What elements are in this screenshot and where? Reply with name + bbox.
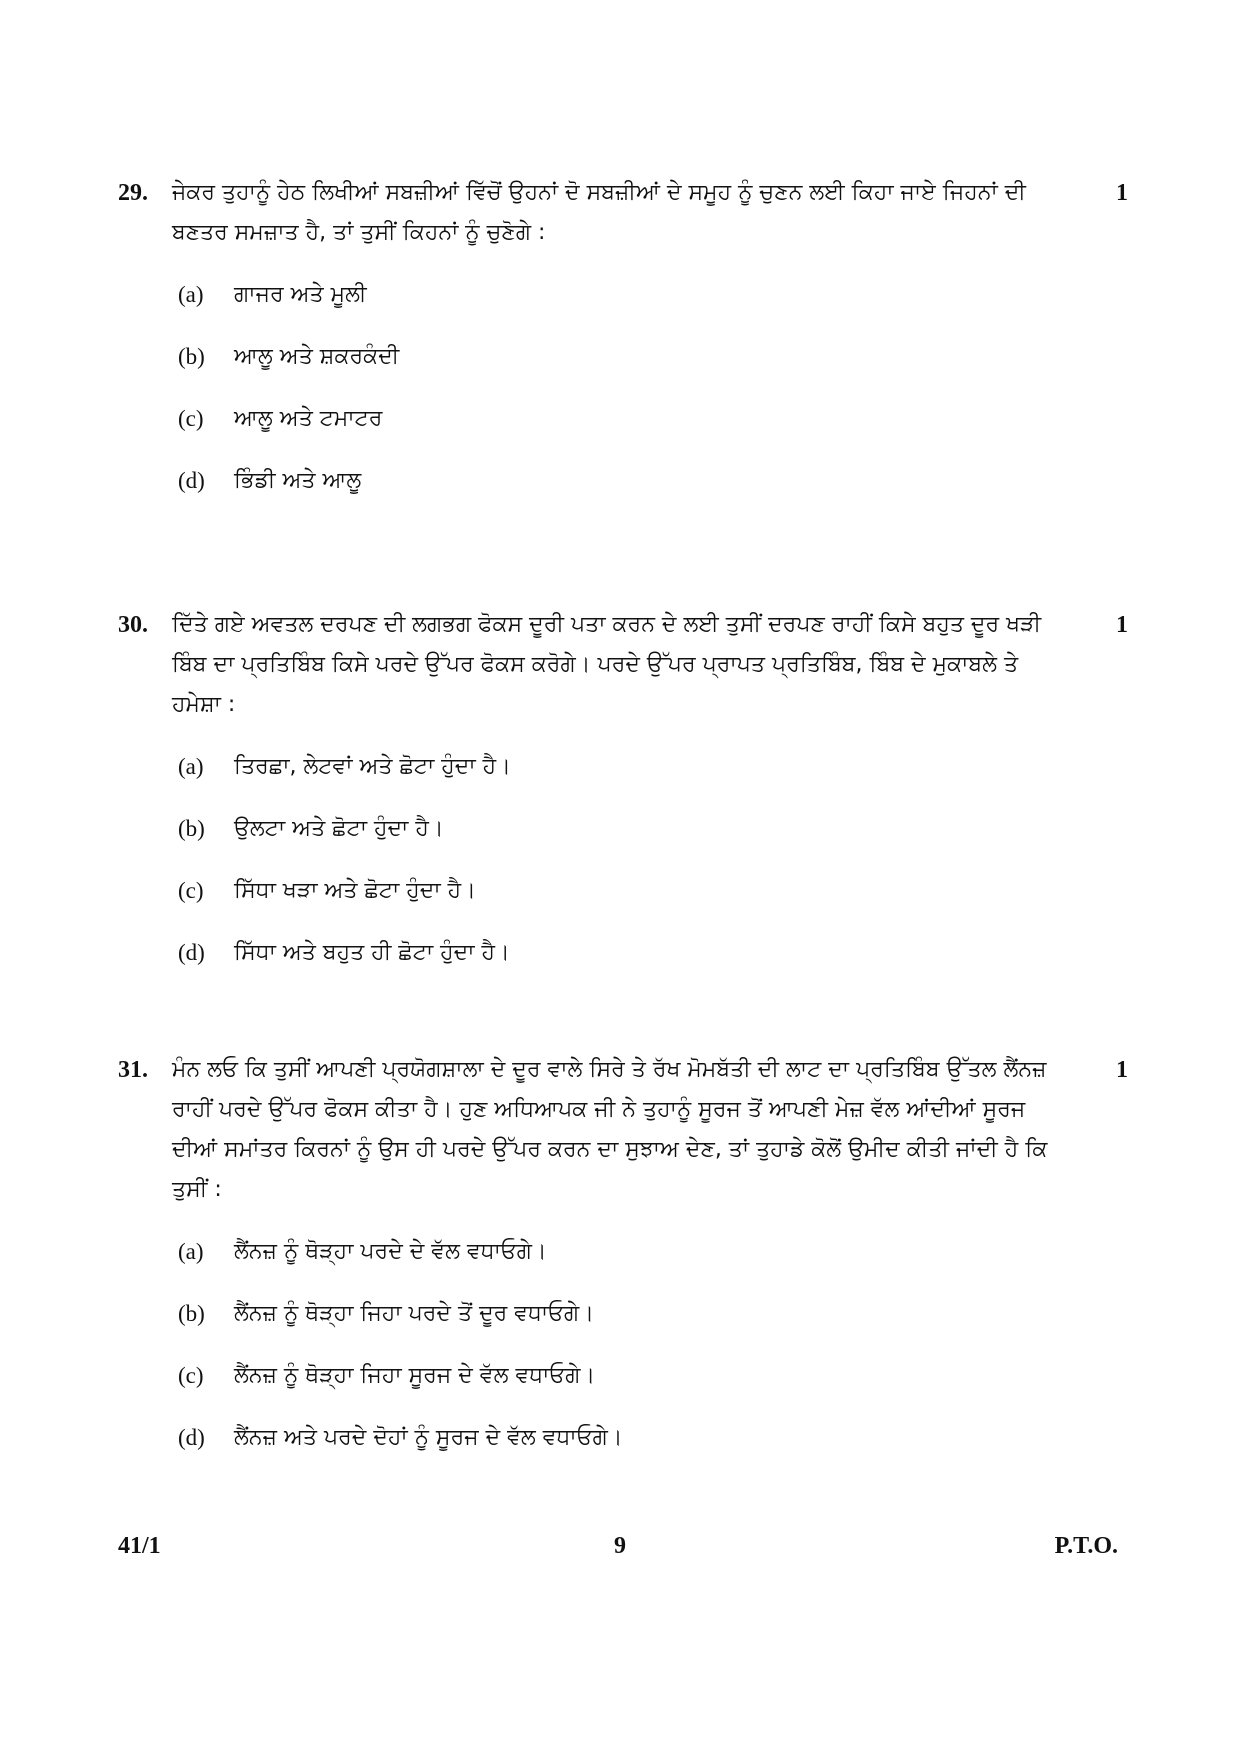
question-text: ਜੇਕਰ ਤੁਹਾਨੂੰ ਹੇਠ ਲਿਖੀਆਂ ਸਬਜ਼ੀਆਂ ਵਿੱਚੋਂ ਉਹਨਾਂ ਦੋ ਸਬਜ਼ੀਆਂ ਦੇ ਸਮੂਹ ਨੂੰ ਚੁਣਨ ਲਈ ਕਿਹਾ ਜਾਏ ਜਿਹਨਾਂ ਦੀ ਬਣਤਰ ਸਮਜ਼ਾਤ ਹੈ, ਤਾਂ ਤੁਸੀਂ ਕਿਹਨਾਂ ਨੂੰ ਚੁਣੋਗੇ :	[172, 180, 1026, 245]
question-marks: 1	[1116, 1057, 1128, 1083]
option-a	[178, 1232, 1128, 1294]
page-number: 9	[614, 1533, 626, 1559]
option-c	[178, 871, 1128, 933]
option-label: (a)	[178, 282, 204, 307]
question-31	[118, 1050, 1128, 1480]
option-text: ਉਲਟਾ ਅਤੇ ਛੋਟਾ ਹੁੰਦਾ ਹੈ।	[234, 816, 444, 841]
question-marks: 1	[1116, 180, 1128, 206]
option-list	[178, 747, 1128, 995]
option-text: ਤਿਰਛਾ, ਲੇਟਵਾਂ ਅਤੇ ਛੋਟਾ ਹੁੰਦਾ ਹੈ।	[234, 754, 511, 779]
option-c	[178, 399, 1128, 461]
option-label: (b)	[178, 344, 205, 369]
option-b	[178, 1294, 1128, 1356]
option-label: (d)	[178, 468, 205, 493]
option-c	[178, 1356, 1128, 1418]
option-b	[178, 337, 1128, 399]
please-turn-over: P.T.O.	[1054, 1533, 1118, 1559]
question-marks: 1	[1116, 612, 1128, 638]
question-number: 31.	[118, 1057, 148, 1083]
option-text: ਲੈਂਨਜ਼ ਅਤੇ ਪਰਦੇ ਦੋਹਾਂ ਨੂੰ ਸੂਰਜ ਦੇ ਵੱਲ ਵਧਾਓਗੇ।	[234, 1425, 623, 1450]
option-a	[178, 747, 1128, 809]
option-text: ਆਲੂ ਅਤੇ ਸ਼ਕਰਕੰਦੀ	[234, 344, 400, 369]
option-a	[178, 275, 1128, 337]
question-number: 29.	[118, 180, 148, 206]
paper-code: 41/1	[118, 1533, 161, 1559]
option-label: (a)	[178, 754, 204, 779]
option-text: ਲੈਂਨਜ਼ ਨੂੰ ਥੋੜ੍ਹਾ ਜਿਹਾ ਪਰਦੇ ਤੋਂ ਦੂਰ ਵਧਾਓਗੇ।	[234, 1301, 595, 1326]
question-30	[118, 605, 1128, 995]
option-list	[178, 275, 1128, 523]
option-label: (b)	[178, 1301, 205, 1326]
option-text: ਗਾਜਰ ਅਤੇ ਮੂਲੀ	[234, 282, 367, 307]
question-text: ਮੰਨ ਲਓ ਕਿ ਤੁਸੀਂ ਆਪਣੀ ਪ੍ਰਯੋਗਸ਼ਾਲਾ ਦੇ ਦੂਰ ਵਾਲੇ ਸਿਰੇ ਤੇ ਰੱਖ ਮੋਮਬੱਤੀ ਦੀ ਲਾਟ ਦਾ ਪ੍ਰਤਿਬਿੰਬ ਉੱਤਲ ਲੈਂਨਜ਼ ਰਾਹੀਂ ਪਰਦੇ ਉੱਪਰ ਫੋਕਸ ਕੀਤਾ ਹੈ। ਹੁਣ ਅਧਿਆਪਕ ਜੀ ਨੇ ਤੁਹਾਨੂੰ ਸੂਰਜ ਤੋਂ ਆਪਣੀ ਮੇਜ਼ ਵੱਲ ਆਂਦੀਆਂ ਸੂਰਜ ਦੀਆਂ ਸਮਾਂਤਰ ਕਿਰਨਾਂ ਨੂੰ ਉਸ ਹੀ ਪਰਦੇ ਉੱਪਰ ਕਰਨ ਦਾ ਸੁਝਾਅ ਦੇਣ, ਤਾਂ ਤੁਹਾਡੇ ਕੋਲੋਂ ਉਮੀਦ ਕੀਤੀ ਜਾਂਦੀ ਹੈ ਕਿ ਤੁਸੀਂ :	[172, 1057, 1048, 1202]
option-list	[178, 1232, 1128, 1480]
question-29	[118, 173, 1128, 523]
option-d	[178, 933, 1128, 995]
option-text: ਲੈਂਨਜ਼ ਨੂੰ ਥੋੜ੍ਹਾ ਪਰਦੇ ਦੇ ਵੱਲ ਵਧਾਓਗੇ।	[234, 1239, 547, 1264]
option-text: ਸਿੱਧਾ ਖੜਾ ਅਤੇ ਛੋਟਾ ਹੁੰਦਾ ਹੈ।	[234, 878, 476, 903]
option-label: (c)	[178, 1363, 204, 1388]
option-label: (a)	[178, 1239, 204, 1264]
option-text: ਲੈਂਨਜ਼ ਨੂੰ ਥੋੜ੍ਹਾ ਜਿਹਾ ਸੂਰਜ ਦੇ ਵੱਲ ਵਧਾਓਗੇ।	[234, 1363, 596, 1388]
option-text: ਸਿੱਧਾ ਅਤੇ ਬਹੁਤ ਹੀ ਛੋਟਾ ਹੁੰਦਾ ਹੈ।	[234, 940, 510, 965]
option-b	[178, 809, 1128, 871]
option-label: (d)	[178, 940, 205, 965]
option-d	[178, 1418, 1128, 1480]
option-label: (c)	[178, 406, 204, 431]
option-label: (b)	[178, 816, 205, 841]
option-label: (c)	[178, 878, 204, 903]
option-label: (d)	[178, 1425, 205, 1450]
question-text: ਦਿੱਤੇ ਗਏ ਅਵਤਲ ਦਰਪਣ ਦੀ ਲਗਭਗ ਫੋਕਸ ਦੂਰੀ ਪਤਾ ਕਰਨ ਦੇ ਲਈ ਤੁਸੀਂ ਦਰਪਣ ਰਾਹੀਂ ਕਿਸੇ ਬਹੁਤ ਦੂਰ ਖੜੀ ਬਿੰਬ ਦਾ ਪ੍ਰਤਿਬਿੰਬ ਕਿਸੇ ਪਰਦੇ ਉੱਪਰ ਫੋਕਸ ਕਰੋਗੇ। ਪਰਦੇ ਉੱਪਰ ਪ੍ਰਾਪਤ ਪ੍ਰਤਿਬਿੰਬ, ਬਿੰਬ ਦੇ ਮੁਕਾਬਲੇ ਤੇ ਹਮੇਸ਼ਾ :	[172, 612, 1042, 717]
option-text: ਆਲੂ ਅਤੇ ਟਮਾਟਰ	[234, 406, 383, 431]
option-d	[178, 461, 1128, 523]
option-text: ਭਿੰਡੀ ਅਤੇ ਆਲੂ	[234, 468, 362, 493]
question-number: 30.	[118, 612, 148, 638]
